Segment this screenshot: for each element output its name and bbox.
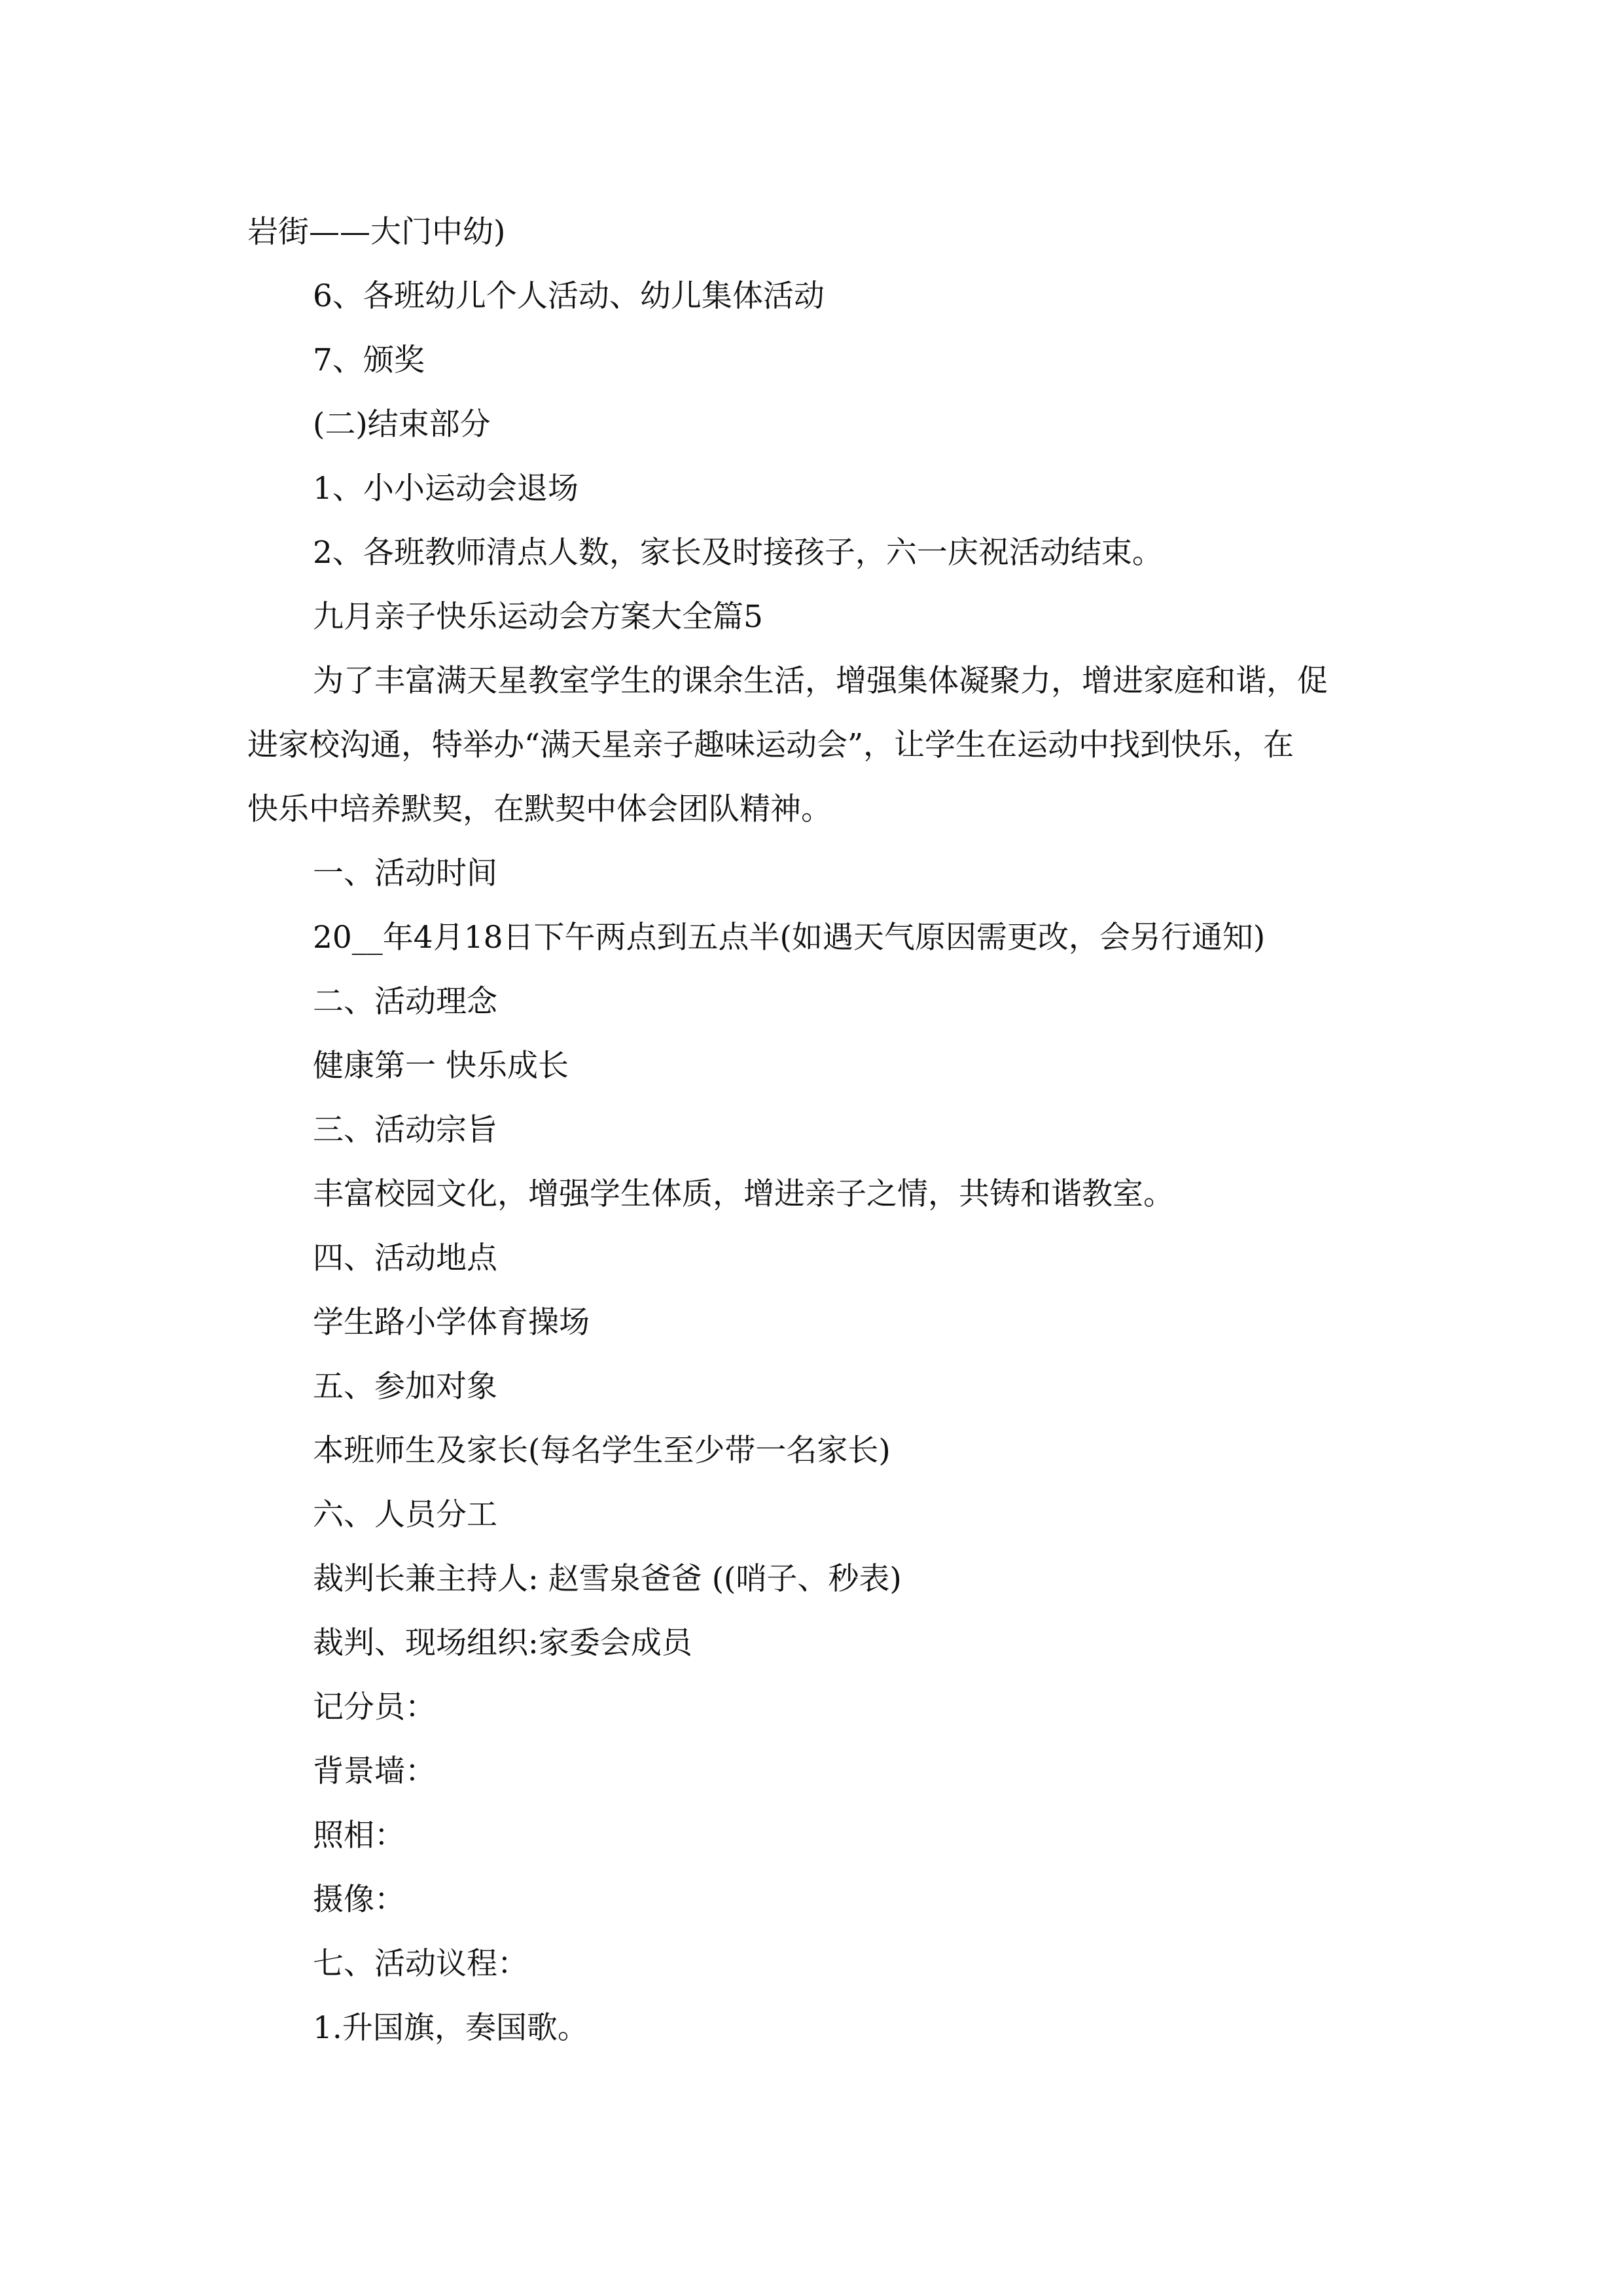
section-heading: 六、人员分工 [313,1497,497,1533]
text-line: 记分员： [313,1689,436,1725]
text-line: 摄像： [313,1882,405,1918]
text-line: 丰富校园文化，增强学生体质，增进亲子之情，共铸和谐教室。 [313,1176,1174,1212]
section-heading: 四、活动地点 [313,1240,497,1276]
text-line: 裁判长兼主持人: 赵雪泉爸爸 ((哨子、秒表) [313,1561,902,1597]
text-line: 照相： [313,1818,405,1854]
list-item: 6、各班幼儿个人活动、幼儿集体活动 [313,278,825,314]
section-heading: 三、活动宗旨 [313,1112,497,1148]
paragraph-line: 快乐中培养默契，在默契中体会团队精神。 [247,791,832,827]
section-heading: 七、活动议程： [313,1946,528,1982]
list-item: 2、各班教师清点人数，家长及时接孩子，六一庆祝活动结束。 [313,535,1163,571]
text-line: 背景墙： [313,1753,436,1789]
text-line: 本班师生及家长(每名学生至少带一名家长) [313,1433,891,1469]
text-line: 裁判、现场组织:家委会成员 [313,1625,692,1661]
text-line: 学生路小学体育操场 [313,1304,590,1340]
section-heading: 二、活动理念 [313,984,497,1020]
text-line: 健康第一 快乐成长 [313,1048,569,1084]
document-body [247,200,1386,2060]
paragraph-line: 为了丰富满天星教室学生的课余生活，增强集体凝聚力，增进家庭和谐，促 [313,663,1328,699]
list-item: 1、小小运动会退场 [313,471,579,507]
section-heading: 五、参加对象 [313,1369,497,1405]
section-heading: 一、活动时间 [313,855,497,891]
text-line: 岩街——大门中幼) [247,214,506,250]
list-item: 1.升国旗，奏国歌。 [313,2010,588,2046]
list-item: 7、颁奖 [313,342,425,378]
paragraph-line: 进家校沟通，特举办“满天星亲子趣味运动会”，让学生在运动中找到快乐，在 [247,727,1294,763]
article-title: 九月亲子快乐运动会方案大全篇5 [313,599,763,635]
section-heading: (二)结束部分 [313,406,491,442]
text-line: 20__年4月18日下午两点到五点半(如遇天气原因需更改，会另行通知) [313,920,1266,956]
